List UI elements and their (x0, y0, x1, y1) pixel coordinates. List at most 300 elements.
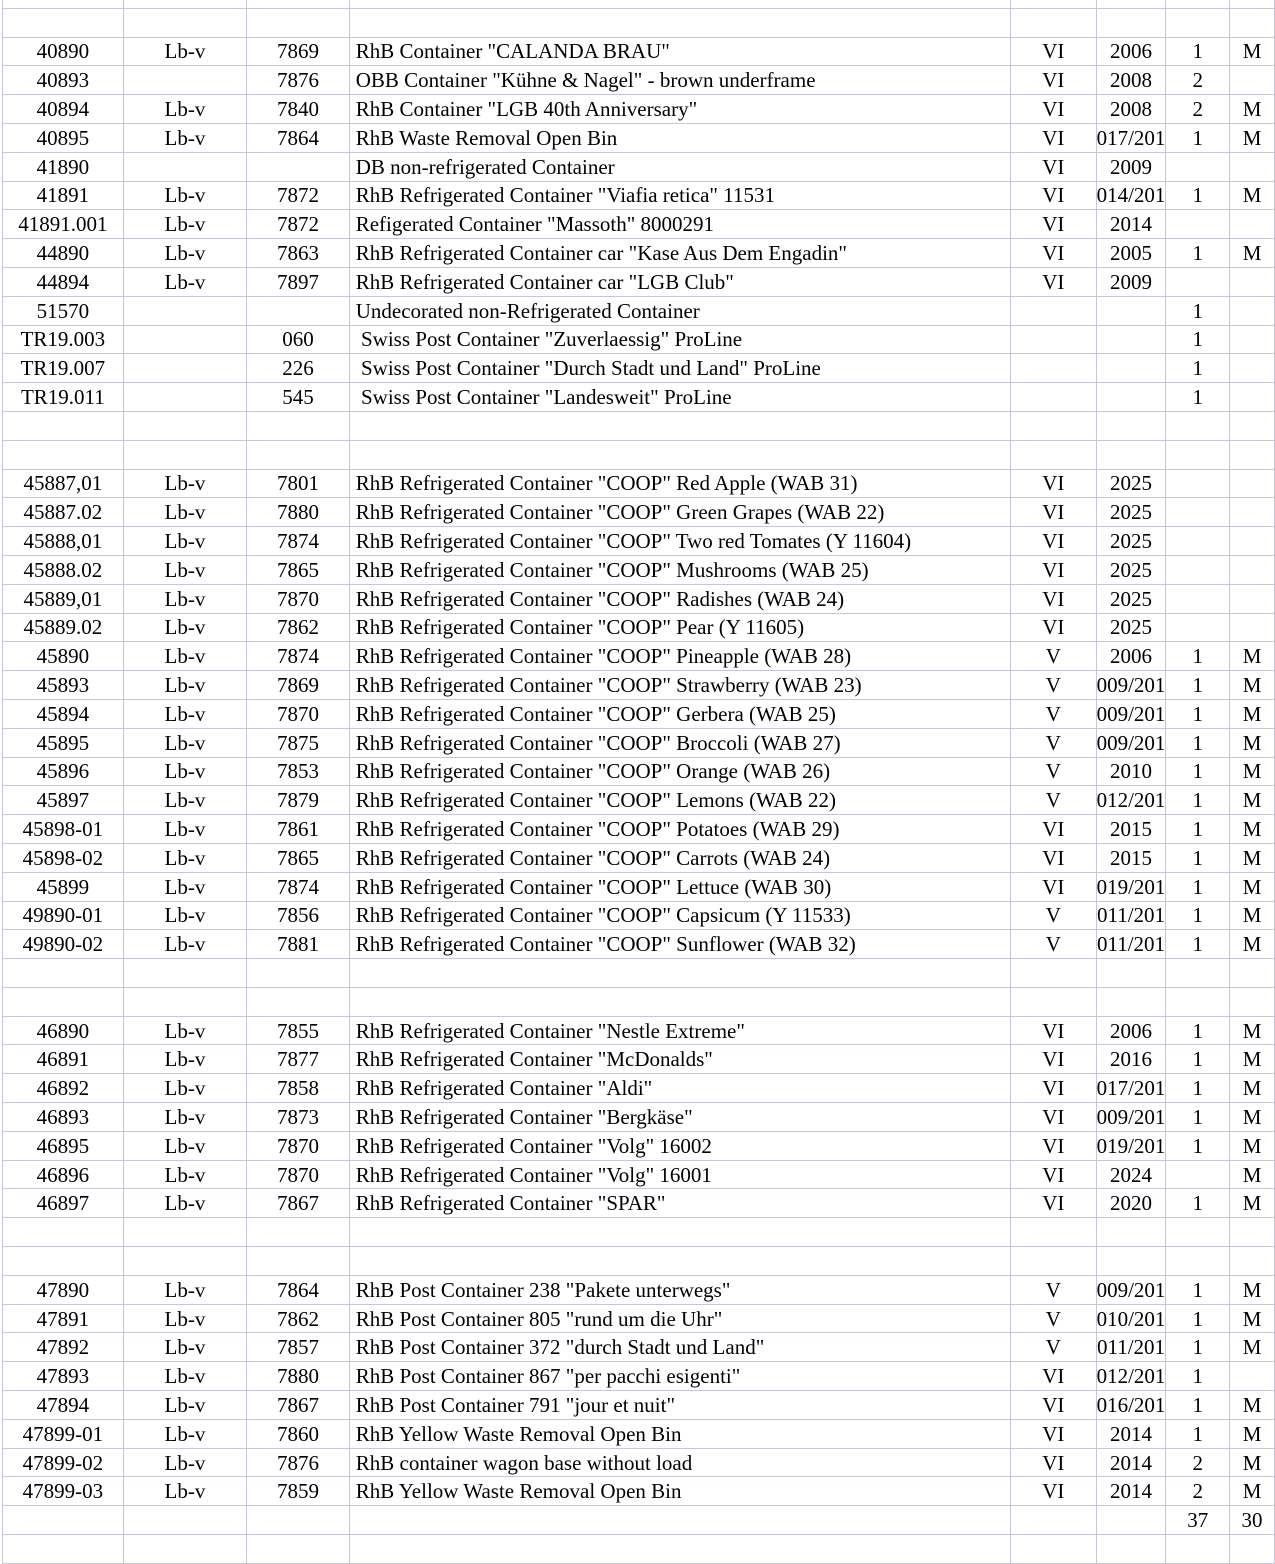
cell-m-flag[interactable] (1230, 1535, 1275, 1564)
cell-m-flag[interactable]: M (1230, 38, 1275, 67)
cell-era[interactable] (1011, 441, 1097, 470)
cell-qty[interactable] (1166, 959, 1230, 988)
cell-year[interactable]: 2025 (1097, 614, 1167, 643)
cell-year[interactable]: 2025 (1097, 527, 1167, 556)
cell-item-number[interactable]: 41891.001 (3, 210, 124, 239)
cell-m-flag[interactable] (1230, 354, 1275, 383)
cell-description[interactable]: RhB Refrigerated Container "Nestle Extreme" (350, 1017, 1011, 1046)
cell-item-number[interactable]: 46897 (3, 1189, 124, 1218)
cell-item-number[interactable] (3, 988, 124, 1017)
cell-qty[interactable]: 2 (1166, 95, 1230, 124)
cell-product-code[interactable]: 7870 (247, 700, 350, 729)
cell-product-code[interactable]: 7859 (247, 1477, 350, 1506)
cell-description[interactable]: RhB Refrigerated Container "COOP" Radishes (WAB 24) (350, 585, 1011, 614)
cell-m-flag[interactable] (1230, 383, 1275, 412)
cell-m-flag[interactable]: M (1230, 1391, 1275, 1420)
cell-product-code[interactable]: 7879 (247, 786, 350, 815)
cell-era[interactable] (1011, 988, 1097, 1017)
cell-era[interactable] (1011, 1535, 1097, 1564)
cell-qty[interactable]: 1 (1166, 1074, 1230, 1103)
cell-m-flag[interactable] (1230, 66, 1275, 95)
cell-era[interactable]: VI (1011, 268, 1097, 297)
cell-item-number[interactable]: 51570 (3, 297, 124, 326)
cell-year[interactable]: 017/201 (1097, 1074, 1167, 1103)
cell-description[interactable] (350, 1247, 1011, 1276)
cell-type-code[interactable]: Lb-v (124, 1477, 247, 1506)
cell-qty[interactable]: 1 (1166, 642, 1230, 671)
cell-era[interactable] (1011, 0, 1097, 9)
cell-qty[interactable] (1166, 210, 1230, 239)
cell-m-flag[interactable]: M (1230, 1161, 1275, 1190)
cell-item-number[interactable] (3, 1506, 124, 1535)
cell-description[interactable] (350, 988, 1011, 1017)
cell-year[interactable]: 009/201 (1097, 1276, 1167, 1305)
cell-year[interactable] (1097, 9, 1167, 38)
cell-product-code[interactable] (247, 1218, 350, 1247)
cell-type-code[interactable]: Lb-v (124, 210, 247, 239)
cell-product-code[interactable] (247, 297, 350, 326)
cell-qty[interactable]: 1 (1166, 671, 1230, 700)
cell-description[interactable] (350, 1535, 1011, 1564)
cell-year[interactable]: 2025 (1097, 470, 1167, 499)
cell-year[interactable] (1097, 1247, 1167, 1276)
cell-product-code[interactable] (247, 1506, 350, 1535)
cell-m-flag[interactable]: M (1230, 786, 1275, 815)
cell-m-flag[interactable] (1230, 585, 1275, 614)
cell-qty[interactable] (1166, 556, 1230, 585)
cell-era[interactable]: V (1011, 786, 1097, 815)
cell-year[interactable]: 009/201 (1097, 729, 1167, 758)
cell-product-code[interactable]: 7872 (247, 182, 350, 211)
cell-qty[interactable]: 1 (1166, 1045, 1230, 1074)
cell-era[interactable]: VI (1011, 1074, 1097, 1103)
cell-qty[interactable] (1166, 585, 1230, 614)
cell-era[interactable]: VI (1011, 1161, 1097, 1190)
cell-qty[interactable] (1166, 412, 1230, 441)
cell-year[interactable]: 2025 (1097, 556, 1167, 585)
cell-product-code[interactable]: 7840 (247, 95, 350, 124)
cell-product-code[interactable]: 7869 (247, 38, 350, 67)
cell-description[interactable]: RhB Refrigerated Container "COOP" Lemons (WAB 22) (350, 786, 1011, 815)
cell-type-code[interactable]: Lb-v (124, 1189, 247, 1218)
cell-year[interactable]: 009/201 (1097, 1103, 1167, 1132)
cell-item-number[interactable]: 45897 (3, 786, 124, 815)
cell-year[interactable]: 2009 (1097, 153, 1167, 182)
cell-item-number[interactable] (3, 412, 124, 441)
cell-type-code[interactable]: Lb-v (124, 614, 247, 643)
cell-description[interactable]: DB non-refrigerated Container (350, 153, 1011, 182)
cell-description[interactable]: RhB Refrigerated Container "COOP" Carrots (WAB 24) (350, 844, 1011, 873)
cell-description[interactable]: RhB Refrigerated Container "COOP" Sunflower (WAB 32) (350, 930, 1011, 959)
cell-type-code[interactable]: Lb-v (124, 1276, 247, 1305)
cell-item-number[interactable]: 46891 (3, 1045, 124, 1074)
cell-m-flag[interactable]: M (1230, 1189, 1275, 1218)
cell-type-code[interactable]: Lb-v (124, 124, 247, 153)
cell-era[interactable] (1011, 9, 1097, 38)
cell-qty[interactable] (1166, 268, 1230, 297)
cell-item-number[interactable] (3, 9, 124, 38)
cell-era[interactable]: VI (1011, 498, 1097, 527)
cell-year[interactable]: 2014 (1097, 1477, 1167, 1506)
cell-era[interactable]: V (1011, 671, 1097, 700)
cell-m-flag[interactable] (1230, 441, 1275, 470)
cell-product-code[interactable]: 7880 (247, 1362, 350, 1391)
cell-product-code[interactable] (247, 959, 350, 988)
cell-type-code[interactable]: Lb-v (124, 268, 247, 297)
cell-product-code[interactable]: 7874 (247, 873, 350, 902)
cell-m-flag[interactable] (1230, 9, 1275, 38)
cell-type-code[interactable]: Lb-v (124, 729, 247, 758)
cell-type-code[interactable] (124, 354, 247, 383)
cell-item-number[interactable]: 45898-02 (3, 844, 124, 873)
cell-era[interactable]: VI (1011, 95, 1097, 124)
cell-item-number[interactable]: 45890 (3, 642, 124, 671)
cell-type-code[interactable]: Lb-v (124, 930, 247, 959)
cell-type-code[interactable]: Lb-v (124, 95, 247, 124)
cell-type-code[interactable]: Lb-v (124, 671, 247, 700)
cell-year[interactable] (1097, 326, 1167, 355)
cell-type-code[interactable]: Lb-v (124, 1161, 247, 1190)
cell-item-number[interactable]: 46893 (3, 1103, 124, 1132)
cell-year[interactable]: 019/201 (1097, 1132, 1167, 1161)
cell-era[interactable]: V (1011, 729, 1097, 758)
cell-qty[interactable]: 1 (1166, 1017, 1230, 1046)
cell-description[interactable]: RhB Post Container 238 "Pakete unterwegs" (350, 1276, 1011, 1305)
cell-type-code[interactable]: Lb-v (124, 1362, 247, 1391)
cell-product-code[interactable]: 7864 (247, 1276, 350, 1305)
cell-type-code[interactable] (124, 441, 247, 470)
cell-qty[interactable]: 1 (1166, 354, 1230, 383)
cell-m-flag[interactable]: M (1230, 1420, 1275, 1449)
cell-item-number[interactable]: 47892 (3, 1333, 124, 1362)
cell-qty[interactable]: 1 (1166, 729, 1230, 758)
cell-qty[interactable]: 1 (1166, 1103, 1230, 1132)
cell-year[interactable]: 011/201 (1097, 902, 1167, 931)
cell-era[interactable]: V (1011, 902, 1097, 931)
cell-type-code[interactable]: Lb-v (124, 786, 247, 815)
cell-product-code[interactable] (247, 1247, 350, 1276)
cell-era[interactable]: V (1011, 758, 1097, 787)
cell-year[interactable] (1097, 1218, 1167, 1247)
cell-item-number[interactable]: 45887.02 (3, 498, 124, 527)
cell-era[interactable]: V (1011, 700, 1097, 729)
cell-description[interactable]: RhB Refrigerated Container "COOP" Potatoes (WAB 29) (350, 815, 1011, 844)
cell-era[interactable]: VI (1011, 66, 1097, 95)
cell-year[interactable]: 2015 (1097, 844, 1167, 873)
cell-m-flag[interactable]: M (1230, 729, 1275, 758)
cell-m-flag[interactable]: M (1230, 1103, 1275, 1132)
cell-description[interactable]: Undecorated non-Refrigerated Container (350, 297, 1011, 326)
cell-era[interactable]: VI (1011, 1045, 1097, 1074)
cell-product-code[interactable]: 7801 (247, 470, 350, 499)
cell-qty[interactable] (1166, 470, 1230, 499)
cell-m-flag[interactable]: M (1230, 902, 1275, 931)
cell-qty[interactable] (1166, 1218, 1230, 1247)
cell-era[interactable]: V (1011, 1276, 1097, 1305)
cell-type-code[interactable] (124, 9, 247, 38)
cell-description[interactable]: RhB Refrigerated Container "COOP" Capsicum (Y 11533) (350, 902, 1011, 931)
cell-qty[interactable]: 1 (1166, 1420, 1230, 1449)
cell-description[interactable]: RhB Refrigerated Container "Volg" 16002 (350, 1132, 1011, 1161)
cell-year[interactable]: 2009 (1097, 268, 1167, 297)
cell-product-code[interactable]: 7862 (247, 614, 350, 643)
cell-description[interactable]: RhB container wagon base without load (350, 1449, 1011, 1478)
cell-m-flag[interactable]: M (1230, 1045, 1275, 1074)
cell-qty[interactable]: 1 (1166, 844, 1230, 873)
cell-qty[interactable]: 1 (1166, 1132, 1230, 1161)
cell-qty[interactable]: 1 (1166, 1305, 1230, 1334)
cell-era[interactable]: VI (1011, 210, 1097, 239)
cell-type-code[interactable]: Lb-v (124, 239, 247, 268)
cell-m-flag[interactable] (1230, 1247, 1275, 1276)
cell-item-number[interactable] (3, 1535, 124, 1564)
cell-qty[interactable]: 1 (1166, 700, 1230, 729)
cell-item-number[interactable]: 44890 (3, 239, 124, 268)
cell-description[interactable] (350, 0, 1011, 9)
cell-item-number[interactable] (3, 959, 124, 988)
cell-type-code[interactable] (124, 153, 247, 182)
cell-product-code[interactable]: 7865 (247, 556, 350, 585)
cell-item-number[interactable]: 45894 (3, 700, 124, 729)
cell-era[interactable]: V (1011, 930, 1097, 959)
cell-m-flag[interactable] (1230, 210, 1275, 239)
cell-m-flag[interactable]: M (1230, 1449, 1275, 1478)
cell-era[interactable]: VI (1011, 585, 1097, 614)
cell-product-code[interactable]: 7874 (247, 527, 350, 556)
cell-m-flag[interactable] (1230, 268, 1275, 297)
cell-item-number[interactable]: TR19.011 (3, 383, 124, 412)
cell-qty[interactable]: 1 (1166, 1276, 1230, 1305)
cell-type-code[interactable]: Lb-v (124, 182, 247, 211)
cell-description[interactable]: OBB Container "Kühne & Nagel" - brown underframe (350, 66, 1011, 95)
cell-m-flag[interactable] (1230, 297, 1275, 326)
cell-product-code[interactable]: 7862 (247, 1305, 350, 1334)
cell-type-code[interactable]: Lb-v (124, 1391, 247, 1420)
cell-product-code[interactable]: 7876 (247, 66, 350, 95)
cell-type-code[interactable]: Lb-v (124, 38, 247, 67)
cell-era[interactable]: VI (1011, 1391, 1097, 1420)
cell-item-number[interactable]: 40895 (3, 124, 124, 153)
cell-year[interactable]: 2006 (1097, 38, 1167, 67)
cell-year[interactable]: 2008 (1097, 66, 1167, 95)
cell-year[interactable] (1097, 297, 1167, 326)
cell-year[interactable]: 2025 (1097, 498, 1167, 527)
cell-m-flag[interactable]: M (1230, 758, 1275, 787)
cell-item-number[interactable]: 49890-01 (3, 902, 124, 931)
cell-m-flag[interactable]: M (1230, 930, 1275, 959)
cell-year[interactable] (1097, 1535, 1167, 1564)
cell-description[interactable]: RhB Refrigerated Container "COOP" Pear (Y 11605) (350, 614, 1011, 643)
cell-qty[interactable]: 37 (1166, 1506, 1230, 1535)
cell-year[interactable] (1097, 0, 1167, 9)
cell-product-code[interactable]: 7867 (247, 1391, 350, 1420)
cell-description[interactable]: Swiss Post Container "Landesweit" ProLine (350, 383, 1011, 412)
cell-year[interactable]: 2025 (1097, 585, 1167, 614)
cell-year[interactable] (1097, 1506, 1167, 1535)
cell-item-number[interactable]: 47891 (3, 1305, 124, 1334)
cell-item-number[interactable] (3, 441, 124, 470)
cell-description[interactable]: RhB Refrigerated Container "McDonalds" (350, 1045, 1011, 1074)
cell-type-code[interactable]: Lb-v (124, 1045, 247, 1074)
cell-qty[interactable]: 2 (1166, 1449, 1230, 1478)
cell-year[interactable]: 2014 (1097, 1449, 1167, 1478)
cell-year[interactable]: 009/201 (1097, 671, 1167, 700)
cell-item-number[interactable]: 46895 (3, 1132, 124, 1161)
cell-era[interactable]: V (1011, 1333, 1097, 1362)
cell-year[interactable]: 2015 (1097, 815, 1167, 844)
cell-m-flag[interactable] (1230, 959, 1275, 988)
cell-description[interactable]: RhB Refrigerated Container "Volg" 16001 (350, 1161, 1011, 1190)
cell-description[interactable] (350, 441, 1011, 470)
cell-year[interactable] (1097, 412, 1167, 441)
cell-item-number[interactable]: 40894 (3, 95, 124, 124)
cell-year[interactable] (1097, 988, 1167, 1017)
cell-item-number[interactable]: 45899 (3, 873, 124, 902)
cell-m-flag[interactable]: M (1230, 844, 1275, 873)
cell-description[interactable]: RhB Refrigerated Container "COOP" Two red Tomates (Y 11604) (350, 527, 1011, 556)
cell-product-code[interactable]: 7880 (247, 498, 350, 527)
cell-product-code[interactable]: 7858 (247, 1074, 350, 1103)
cell-year[interactable]: 2014 (1097, 210, 1167, 239)
cell-product-code[interactable]: 7897 (247, 268, 350, 297)
cell-description[interactable]: RhB Refrigerated Container "Bergkäse" (350, 1103, 1011, 1132)
cell-product-code[interactable]: 7876 (247, 1449, 350, 1478)
cell-era[interactable]: VI (1011, 1189, 1097, 1218)
cell-description[interactable]: RhB Container "LGB 40th Anniversary" (350, 95, 1011, 124)
cell-era[interactable] (1011, 383, 1097, 412)
cell-product-code[interactable] (247, 441, 350, 470)
cell-type-code[interactable]: Lb-v (124, 873, 247, 902)
cell-era[interactable]: VI (1011, 470, 1097, 499)
cell-description[interactable]: RhB Refrigerated Container "COOP" Gerbera (WAB 25) (350, 700, 1011, 729)
cell-item-number[interactable]: TR19.007 (3, 354, 124, 383)
cell-m-flag[interactable]: M (1230, 642, 1275, 671)
cell-item-number[interactable]: 45896 (3, 758, 124, 787)
cell-type-code[interactable] (124, 326, 247, 355)
cell-description[interactable]: RhB Post Container 805 "rund um die Uhr" (350, 1305, 1011, 1334)
cell-type-code[interactable]: Lb-v (124, 902, 247, 931)
cell-item-number[interactable]: 45893 (3, 671, 124, 700)
cell-qty[interactable]: 1 (1166, 786, 1230, 815)
cell-product-code[interactable] (247, 988, 350, 1017)
cell-qty[interactable]: 1 (1166, 326, 1230, 355)
cell-year[interactable]: 2006 (1097, 1017, 1167, 1046)
cell-year[interactable]: 016/201 (1097, 1391, 1167, 1420)
cell-qty[interactable]: 1 (1166, 873, 1230, 902)
cell-m-flag[interactable] (1230, 412, 1275, 441)
cell-description[interactable]: Swiss Post Container "Durch Stadt und Land" ProLine (350, 354, 1011, 383)
cell-product-code[interactable]: 7857 (247, 1333, 350, 1362)
cell-type-code[interactable]: Lb-v (124, 758, 247, 787)
cell-era[interactable]: VI (1011, 1477, 1097, 1506)
cell-item-number[interactable] (3, 1218, 124, 1247)
cell-type-code[interactable] (124, 1535, 247, 1564)
cell-m-flag[interactable]: M (1230, 815, 1275, 844)
cell-era[interactable]: VI (1011, 815, 1097, 844)
cell-type-code[interactable]: Lb-v (124, 1305, 247, 1334)
cell-m-flag[interactable] (1230, 556, 1275, 585)
cell-year[interactable]: 2020 (1097, 1189, 1167, 1218)
cell-type-code[interactable]: Lb-v (124, 556, 247, 585)
cell-description[interactable]: RhB Post Container 372 "durch Stadt und Land" (350, 1333, 1011, 1362)
cell-type-code[interactable]: Lb-v (124, 1074, 247, 1103)
cell-qty[interactable]: 1 (1166, 239, 1230, 268)
cell-m-flag[interactable] (1230, 1362, 1275, 1391)
cell-year[interactable] (1097, 383, 1167, 412)
cell-era[interactable] (1011, 1218, 1097, 1247)
cell-item-number[interactable]: 46890 (3, 1017, 124, 1046)
cell-item-number[interactable]: TR19.003 (3, 326, 124, 355)
cell-description[interactable]: RhB Yellow Waste Removal Open Bin (350, 1420, 1011, 1449)
cell-qty[interactable] (1166, 441, 1230, 470)
cell-era[interactable]: VI (1011, 1017, 1097, 1046)
cell-year[interactable]: 019/201 (1097, 873, 1167, 902)
cell-description[interactable]: RhB Post Container 791 "jour et nuit" (350, 1391, 1011, 1420)
cell-year[interactable] (1097, 441, 1167, 470)
cell-type-code[interactable] (124, 1506, 247, 1535)
cell-item-number[interactable] (3, 1247, 124, 1276)
cell-qty[interactable] (1166, 1247, 1230, 1276)
cell-type-code[interactable]: Lb-v (124, 700, 247, 729)
cell-year[interactable]: 012/201 (1097, 1362, 1167, 1391)
cell-era[interactable] (1011, 326, 1097, 355)
cell-m-flag[interactable]: 30 (1230, 1506, 1275, 1535)
cell-description[interactable]: RhB Refrigerated Container "COOP" Lettuce (WAB 30) (350, 873, 1011, 902)
cell-m-flag[interactable]: M (1230, 1017, 1275, 1046)
cell-m-flag[interactable]: M (1230, 239, 1275, 268)
cell-product-code[interactable] (247, 1535, 350, 1564)
cell-item-number[interactable]: 47899-02 (3, 1449, 124, 1478)
cell-era[interactable]: V (1011, 1305, 1097, 1334)
cell-product-code[interactable]: 7875 (247, 729, 350, 758)
cell-era[interactable] (1011, 412, 1097, 441)
cell-product-code[interactable]: 226 (247, 354, 350, 383)
cell-year[interactable]: 2024 (1097, 1161, 1167, 1190)
cell-type-code[interactable] (124, 412, 247, 441)
cell-year[interactable]: 2014 (1097, 1420, 1167, 1449)
cell-product-code[interactable]: 7872 (247, 210, 350, 239)
cell-type-code[interactable]: Lb-v (124, 585, 247, 614)
cell-description[interactable]: RhB Refrigerated Container "Aldi" (350, 1074, 1011, 1103)
cell-product-code[interactable]: 7873 (247, 1103, 350, 1132)
cell-year[interactable]: 011/201 (1097, 1333, 1167, 1362)
cell-era[interactable]: VI (1011, 182, 1097, 211)
cell-era[interactable]: VI (1011, 527, 1097, 556)
cell-item-number[interactable]: 41891 (3, 182, 124, 211)
cell-era[interactable] (1011, 959, 1097, 988)
cell-product-code[interactable]: 7865 (247, 844, 350, 873)
cell-type-code[interactable]: Lb-v (124, 815, 247, 844)
cell-item-number[interactable]: 45889.02 (3, 614, 124, 643)
cell-description[interactable]: RhB Refrigerated Container car "Kase Aus Dem Engadin" (350, 239, 1011, 268)
cell-qty[interactable]: 1 (1166, 297, 1230, 326)
cell-year[interactable]: 012/201 (1097, 786, 1167, 815)
cell-year[interactable]: 011/201 (1097, 930, 1167, 959)
cell-item-number[interactable]: 47890 (3, 1276, 124, 1305)
cell-type-code[interactable]: Lb-v (124, 1017, 247, 1046)
cell-qty[interactable] (1166, 988, 1230, 1017)
cell-description[interactable] (350, 9, 1011, 38)
cell-description[interactable] (350, 412, 1011, 441)
cell-era[interactable] (1011, 1506, 1097, 1535)
cell-description[interactable]: RhB Refrigerated Container "COOP" Broccoli (WAB 27) (350, 729, 1011, 758)
cell-type-code[interactable]: Lb-v (124, 498, 247, 527)
cell-m-flag[interactable]: M (1230, 873, 1275, 902)
cell-m-flag[interactable] (1230, 153, 1275, 182)
cell-product-code[interactable]: 7870 (247, 1132, 350, 1161)
cell-product-code[interactable] (247, 9, 350, 38)
cell-qty[interactable] (1166, 0, 1230, 9)
